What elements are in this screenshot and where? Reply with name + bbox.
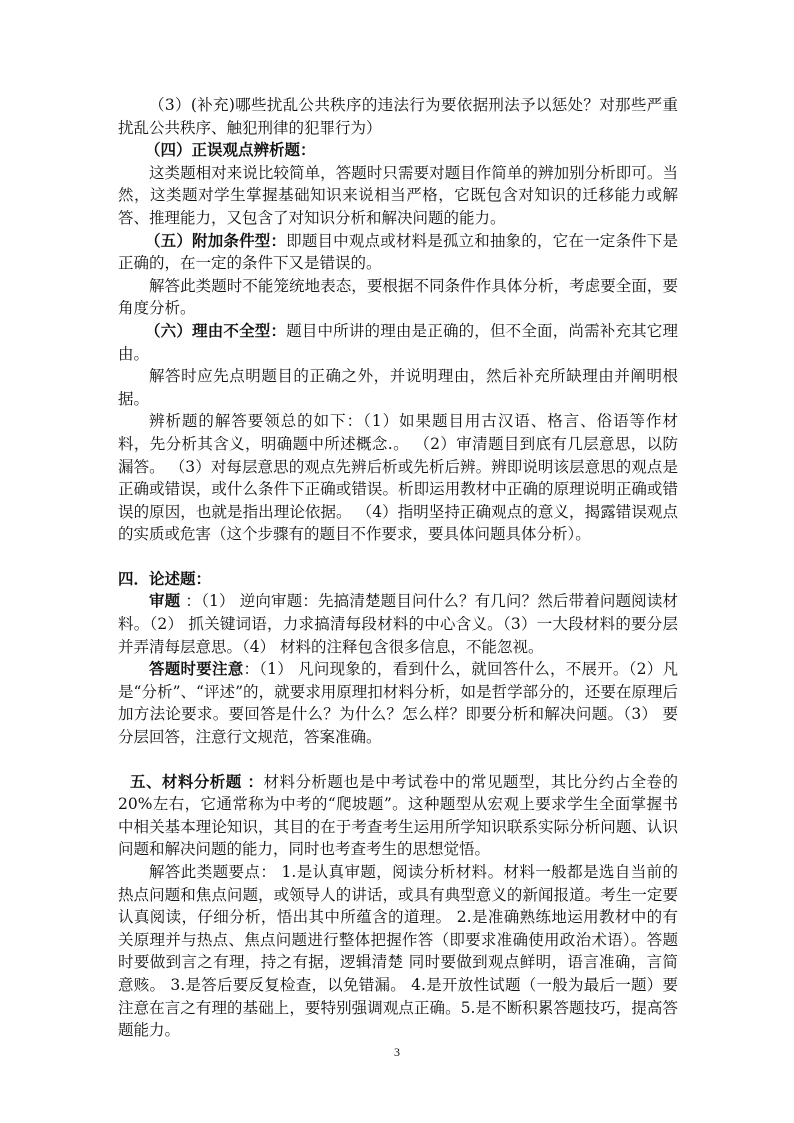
section-4-paragraph [118, 139, 678, 162]
section-4-body: 这类题相对来说比较简单，答题时只需要对题目作简单的辨加别分析即可。当然，这类题对学生掌握基础知识来说相当严格，它既包含对知识的迁移能力或解答、推理能力，又包含了对知识分析和解决问题的能力。 [118, 163, 678, 227]
essay-answer-paragraph [118, 658, 678, 748]
section-4-title: （四）正误观点辨析题： [145, 140, 316, 160]
page-number: 3 [394, 1045, 400, 1059]
section-5-answer: 解答此类题时不能笼统地表态，要根据不同条件作具体分析，考虑要全面，要角度分析。 [118, 276, 678, 318]
section-5-paragraph [118, 230, 678, 275]
material-section-title: 五、材料分析题 ： [130, 771, 264, 791]
essay-section-title: 四．论述题： [118, 568, 212, 588]
summary-paragraph: 辨析题的解答要领总的如下：（1）如果题目用古汉语、格言、俗语等作材料，先分析其含义，明确题中所述概念.。 （2）审清题目到底有几层意思，以防漏答。 （3）对每层意思的观点先辨后析或先析后辨。辨即说明该层意思的观点是正确或错误，或什么条件下正确或错误。析即运用教材中正确的原理说明正确或错误的原因，也就是指出理论依据。 （4）指明坚持正确观点的意义，揭露错误观点的实质或危害（这个步骤有的题目不作要求，要具体问题具体分析）。 [118, 412, 678, 544]
page-content [118, 94, 678, 1042]
essay-answer-label: 答题时要注意 [149, 659, 244, 679]
material-points-paragraph: 解答此类题要点： 1.是认真审题，阅读分析材料。材料一般都是选自当前的热点问题和焦点问题，或领导人的讲话，或具有典型意义的新闻报道。考生一定要认真阅读，仔细分析，悟出其中所蕴含的道理。 2.是准确熟练地运用教材中的有关原理并与热点、焦点问题进行整体把握作答（即要求准确使用政治术语）。答题时要做到言之有理，持之有据，逻辑清楚 同时要做到观点鲜明，语言准确，言简意赅。 3.是答后要反复检查，以免错漏。 4.是开放性试题（一般为最后一题）要注意在言之有理的基础上，要特别强调观点正确。5.是不断积累答题技巧，提高答题能力。 [118, 863, 678, 1040]
material-section-body: 材料分析题也是中考试卷中的常见题型，其比分约占全卷的 20%左右，它通常称为中考的“爬坡题”。这种题型从宏观上要求学生全面掌握书中相关基本理论知识，其目的在于考查考生运用所学知识联系实际分析问题、认识问题和解决问题的能力，同时也考查考生的思想觉悟。 [118, 772, 678, 859]
section-6-title: （六）理由不全型： [145, 320, 287, 340]
material-section-paragraph [118, 771, 678, 861]
section-6-body: 题目中所讲的理由是正确的，但不全面，尚需补充其它理由。 [118, 321, 678, 363]
section-5-title: （五）附加条件型： [145, 230, 287, 250]
essay-review-paragraph [118, 590, 678, 658]
section-5-body: 即题目中观点或材料是孤立和抽象的，它在一定条件下是正确的，在一定的条件下又是错误的。 [118, 231, 678, 273]
spacer [118, 749, 678, 771]
essay-review-label: 审题 [149, 591, 181, 611]
section-6-answer: 解答时应先点明题目的正确之外，并说明理由，然后补充所缺理由并阐明根据。 [118, 367, 678, 408]
section-6-paragraph [118, 320, 678, 365]
paragraph-supplement: （3）(补充)哪些扰乱公共秩序的违法行为要依据刑法予以惩处？对那些严重扰乱公共秩序、触犯刑律的犯罪行为） [118, 96, 678, 137]
essay-answer-body: ：（1） 凡问现象的，看到什么，就回答什么，不展开。（2）凡是“分析”、“评述”的，就要求用原理扣材料分析，如是哲学部分的，还要在原理后加方法论要求。要回答是什么？为什么？怎么样？即要分析和解决问题。（3） 要分层回答，注意行文规范，答案准确。 [118, 660, 678, 747]
essay-review-body: ：（1） 逆向审题：先搞清楚题目问什么？有几问？然后带着问题阅读材料。（2） 抓关键词语，力求搞清每段材料的中心含义。（3）一大段材料的要分层并弄清每层意思。（4） 材料的注释包含很多信息，不能忽视。 [118, 592, 678, 656]
spacer [118, 546, 678, 568]
